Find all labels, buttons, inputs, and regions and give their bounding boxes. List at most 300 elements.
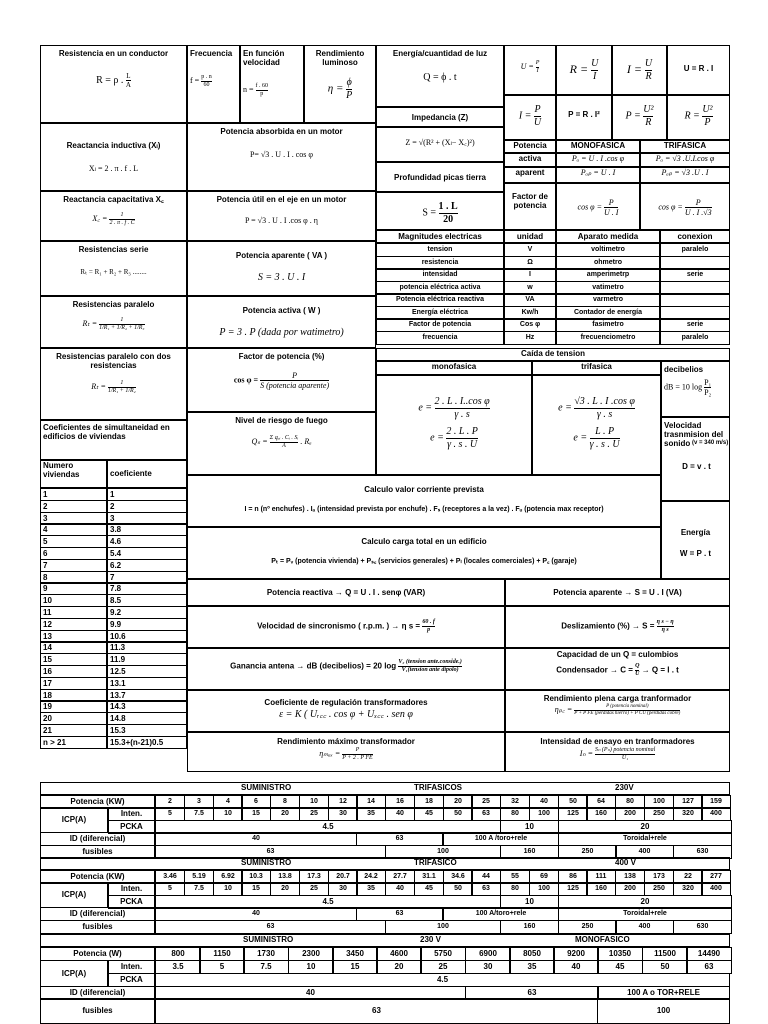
potencia-value: 55: [500, 870, 530, 884]
resistencias-paralelo-dos-title: Resistencias paralelo con dos resistencias: [56, 352, 171, 371]
inten-value: 15: [332, 960, 378, 974]
resistencias-serie-title: Resistencias serie: [78, 245, 149, 254]
fusibles-value: 100: [385, 845, 501, 859]
inten-value: 35: [509, 960, 555, 974]
magnitudes-cell: ohmetro: [556, 256, 660, 270]
regulacion-cell: [187, 690, 505, 732]
coef-row-value: 14.8: [107, 712, 187, 725]
potencia-value: 3450: [332, 947, 378, 961]
reactancia-inductiva-cell: [40, 123, 187, 191]
potencia-label: Potencia (KW): [40, 870, 155, 884]
magnitudes-cell: frecuencia: [376, 331, 504, 345]
magnitudes-cell: vatimetro: [556, 281, 660, 295]
fusibles-value: 100: [597, 998, 730, 1024]
coef-row-value: 7.8: [107, 582, 187, 595]
caida-tri-formulas: e = $\frac{\text{√3 . L . I .cos φ}}{\gamma . s}$ e = $\frac{L . P}{\gamma . s . U}$: [532, 375, 661, 475]
inten-value: 25: [420, 960, 466, 974]
magnitudes-cell: varmetro: [556, 293, 660, 307]
table2-suministro: SUMINISTRO: [241, 858, 292, 867]
pcka-value: 10: [500, 895, 559, 909]
potencia-value: 4600: [376, 947, 422, 961]
coef-row-value: 3: [107, 512, 187, 525]
regulacion-formula: ε = K ( Uᵣ꜀꜀ . cos φ + Uₓ꜀꜀ . sen φ: [279, 709, 413, 721]
magnitudes-cell: Potencia eléctrica reactiva: [376, 293, 504, 307]
inten-value: 30: [328, 882, 358, 896]
id-value: 100 A/toro+rele: [443, 907, 559, 921]
coef-row-value: 8.5: [107, 594, 187, 607]
potencia-table-tri: TRIFASICA: [640, 140, 730, 153]
potencia-value: 1150: [199, 947, 245, 961]
ohm-p-ur: P = $\frac{\text{U²}}{R}$: [612, 95, 667, 140]
potencia-value: 13.8: [270, 870, 300, 884]
inten-value: 63: [686, 960, 732, 974]
inten-value: 50: [642, 960, 688, 974]
icp-label: ICP(A): [40, 882, 108, 908]
velocidad-formula: n = $\frac{f . 60}{p}$: [243, 83, 269, 98]
capacidad-line1: Capacidad de un Q = culombios: [556, 650, 679, 659]
inten-value: 10: [213, 807, 243, 821]
potencia-util-title: Potencia útil en el eje en un motor: [216, 195, 347, 204]
potencia-value: 80: [615, 795, 645, 809]
magnitudes-cell: Energía eléctrica: [376, 306, 504, 320]
potencia-value: 138: [615, 870, 645, 884]
pcka-label: PCKA: [108, 820, 155, 834]
factor-potencia-formula: cos φ = $\frac{P}{\text{S (potencia aparente)}}$: [233, 371, 330, 391]
magnitudes-cell: Ω: [504, 256, 556, 270]
potencia-value: 8050: [509, 947, 555, 961]
magnitudes-cell: Hz: [504, 331, 556, 345]
magnitudes-cell: paralelo: [660, 243, 730, 257]
coef-row-n: 10: [40, 594, 107, 607]
coef-row-value: 11.9: [107, 653, 187, 666]
coef-row-value: 11.3: [107, 641, 187, 654]
potencia-value: 4: [213, 795, 243, 809]
magnitudes-cell: [660, 293, 730, 307]
magnitudes-cell: VA: [504, 293, 556, 307]
pcka-value: 20: [558, 820, 732, 834]
riesgo-fuego-title: Nivel de riesgo de fuego: [235, 416, 328, 425]
rend-plena-cell: [505, 690, 730, 732]
magnitudes-cell: serie: [660, 318, 730, 332]
resistencias-paralelo-formula: Rₜ = $\frac{1}{\text{1/R₁ + 1/R₂ + 1/R₃}}$: [82, 317, 145, 332]
potencia-value: 6.92: [213, 870, 243, 884]
regulacion-title: Coeficiente de regulación transformadores: [264, 698, 428, 707]
potencia-value: 17.3: [299, 870, 329, 884]
id-value: 63: [356, 832, 443, 846]
inten-value: 30: [465, 960, 511, 974]
resistencias-paralelo-title: Resistencias paralelo: [72, 300, 155, 309]
potencia-value: 32: [500, 795, 530, 809]
potencia-value: 10350: [597, 947, 643, 961]
potencia-value: 16: [385, 795, 415, 809]
inten-value: 45: [414, 807, 444, 821]
coef-row-n: 18: [40, 689, 107, 702]
inten-value: 25: [299, 882, 329, 896]
ohm-i-ur: I = $\frac{U}{R}$: [612, 45, 667, 95]
icp-label: ICP(A): [40, 807, 108, 833]
reactancia-capacitiva-cell: [40, 191, 187, 241]
energia-cell: [661, 501, 730, 579]
magnitudes-cell: serie: [660, 268, 730, 282]
coef-row-n: 20: [40, 712, 107, 725]
potencia-value: 100: [644, 795, 674, 809]
coef-row-n: 2: [40, 500, 107, 513]
inten-value: 200: [615, 882, 645, 896]
inten-label: Inten.: [108, 807, 155, 821]
profundidad-title: Profundidad picas tierra: [376, 162, 504, 192]
table1-suministro: SUMINISTRO: [241, 783, 292, 792]
inten-value: 10: [288, 960, 334, 974]
energia-formula: W = P . t: [679, 549, 712, 559]
rendimiento-luminoso-title: Rendimiento luminoso: [315, 49, 365, 68]
pcka-value: 4.5: [155, 820, 501, 834]
potencia-value: 10.3: [241, 870, 271, 884]
inten-value: 250: [644, 807, 674, 821]
fusibles-value: 400: [615, 920, 674, 934]
potencia-activa-label: activa: [504, 153, 556, 167]
energia-luz-cell: [376, 45, 504, 107]
inten-value: 10: [213, 882, 243, 896]
simultaneidad-title: Coeficientes de simultaneidad en edificios de viviendas: [40, 420, 187, 460]
id-value: 40: [155, 907, 357, 921]
potencia-aparent-label: aparent: [504, 167, 556, 183]
rendimiento-luminoso-formula: η = $\frac{\phi}{P}$: [327, 77, 353, 101]
ohm-r-ui: R = $\frac{U}{I}$: [556, 45, 612, 95]
id-value: Toroidal+rele: [558, 832, 732, 846]
potencia-value: 44: [471, 870, 501, 884]
coef-row-n: 3: [40, 512, 107, 525]
magnitudes-cell: V: [504, 243, 556, 257]
magnitudes-cell: resistencia: [376, 256, 504, 270]
coef-row-n: 21: [40, 724, 107, 737]
potencia-value: 24.2: [356, 870, 386, 884]
inten-value: 45: [597, 960, 643, 974]
icp-label: ICP(A): [40, 960, 108, 987]
caida-tension-title: Caída de tension: [376, 348, 730, 361]
id-value: 100 A o TOR+RELE: [597, 986, 730, 1000]
coef-row-value: 6.2: [107, 559, 187, 572]
potencia-value: 11500: [642, 947, 688, 961]
potencia-value: 50: [558, 795, 588, 809]
pcka-value: 4.5: [155, 973, 730, 987]
inten-value: 100: [529, 882, 559, 896]
id-label: ID (diferencial): [40, 907, 155, 921]
potencia-activa-cell: [187, 296, 376, 348]
inten-value: 63: [471, 807, 501, 821]
resistencias-paralelo-dos-formula: Rₜ = $\frac{1}{\text{1/R₁ + 1/R₂}}$: [91, 380, 136, 395]
ohm-p-ri: P = R . I²: [556, 95, 612, 140]
potencia-value: 40: [529, 795, 559, 809]
impedancia-title: Impedancia (Z): [376, 107, 504, 127]
fusibles-value: 250: [558, 920, 617, 934]
table2-fase: TRIFASICO: [414, 858, 457, 867]
fusibles-value: 160: [500, 920, 559, 934]
potencia-label: Potencia (KW): [40, 795, 155, 809]
potencia-value: 20.7: [328, 870, 358, 884]
potencia-value: 64: [586, 795, 616, 809]
inten-value: 35: [356, 807, 386, 821]
inten-value: 100: [529, 807, 559, 821]
capacidad-line2: Condensador → C = $\frac{Q}{U}$ → Q = I . t: [556, 663, 679, 678]
potencia-value: 8: [270, 795, 300, 809]
inten-label: Inten.: [108, 882, 155, 896]
coef-row-value: 15.3+(n-21)0.5: [107, 736, 187, 749]
potencia-util-formula: P = √3 . U . I .cos φ . η: [245, 216, 318, 226]
coef-row-value: 13.1: [107, 677, 187, 690]
inten-value: 20: [270, 882, 300, 896]
velocidad-sonido-cell: [661, 417, 730, 501]
magnitudes-cell: Contador de energía: [556, 306, 660, 320]
potencia-aparente-formula: S = 3 . U . I: [257, 272, 306, 284]
fusibles-label: fusibles: [40, 920, 155, 934]
velocidad-sonido-formula: D = v . t: [682, 462, 711, 472]
energia-luz-title: Energía/cuantidad de luz: [392, 49, 488, 58]
pcka-value: 4.5: [155, 895, 501, 909]
potencia-value: 69: [529, 870, 559, 884]
corriente-prevista-formula: I = n (nº enchufes) . Iₐ (intensidad prevista por enchufe) . Fₛ (receptores a la vez) . Fᵤ (potencia max receptor): [244, 506, 604, 514]
potencia-value: 12: [328, 795, 358, 809]
id-value: 40: [155, 832, 357, 846]
potencia-label: Potencia (W): [40, 947, 155, 961]
inten-value: 400: [701, 807, 731, 821]
id-value: Toroidal+rele: [558, 907, 732, 921]
rend-maximo-cell: [187, 732, 505, 772]
potencia-value: 6900: [465, 947, 511, 961]
inten-value: 7.5: [184, 882, 214, 896]
potencia-value: 3: [184, 795, 214, 809]
velocidad-cell: [240, 45, 304, 123]
coef-row-n: 13: [40, 630, 107, 643]
inten-value: 40: [385, 807, 415, 821]
potencia-value: 9200: [553, 947, 599, 961]
pcka-label: PCKA: [108, 973, 155, 987]
potencia-aparente-cell: [187, 241, 376, 296]
magnitudes-cell: potencia eléctrica activa: [376, 281, 504, 295]
inten-value: 25: [299, 807, 329, 821]
fusibles-label: fusibles: [40, 998, 155, 1024]
id-label: ID (diferencial): [40, 832, 155, 846]
factor-potencia-small-title: Factor de potencia: [504, 183, 556, 230]
inten-value: 50: [443, 882, 473, 896]
ohm-r-up: R = $\frac{\text{U²}}{P}$: [667, 95, 730, 140]
coef-row-value: 5.4: [107, 547, 187, 560]
coef-row-n: 6: [40, 547, 107, 560]
intensidad-ensayo-formula: Iₙ = $\frac{\text{Sₙ (Pₙ) potencia nominal}}{\text{U₁}}$: [579, 747, 656, 762]
energia-luz-formula: Q = ϕ . t: [423, 72, 457, 84]
potencia-value: 10: [299, 795, 329, 809]
carga-edificio-formula: Pₜ = Pᵥ (potencia vivienda) + Pₛ꜀ (servicios generales) + Pₗ (locales comerciales) + P꜀ (garaje): [271, 558, 577, 566]
coef-row-value: 2: [107, 500, 187, 513]
inten-value: 5: [155, 807, 185, 821]
magnitudes-cell: fasimetro: [556, 318, 660, 332]
potencia-value: 3.46: [155, 870, 185, 884]
coef-row-value: 14.3: [107, 700, 187, 713]
caida-mono-label: monofasica: [376, 361, 532, 375]
factor-potencia-cell: [187, 348, 376, 412]
coef-row-n: 5: [40, 535, 107, 548]
resistencias-serie-cell: [40, 241, 187, 296]
corriente-prevista-title: Calculo valor corriente prevista: [364, 485, 484, 494]
coef-row-n: 16: [40, 665, 107, 678]
reactancia-capacitiva-title: Reactancia capacitativa X꜀: [63, 195, 164, 204]
potencia-value: 86: [558, 870, 588, 884]
fusibles-value: 630: [673, 920, 732, 934]
magnitudes-cell: Kw/h: [504, 306, 556, 320]
coef-row-n: 9: [40, 582, 107, 595]
factor-potencia-title: Factor de potencia (%): [238, 352, 325, 361]
magnitudes-cell: Cos φ: [504, 318, 556, 332]
inten-value: 400: [701, 882, 731, 896]
potencia-value: 25: [471, 795, 501, 809]
coef-row-value: 15.3: [107, 724, 187, 737]
magnitudes-cell: frecuenciometro: [556, 331, 660, 345]
magnitudes-cell: voltimetro: [556, 243, 660, 257]
potencia-value: 27.7: [385, 870, 415, 884]
reactancia-inductiva-title: Reactancia inductiva (Xₗ): [66, 141, 161, 150]
decibelios-formula: dB = 10 log $\frac{\text{P₁}}{\text{P₂}}$: [664, 378, 712, 398]
fusibles-value: 100: [385, 920, 501, 934]
decibelios-cell: [661, 361, 730, 417]
corriente-prevista-cell: [187, 475, 661, 527]
coef-row-value: 9.9: [107, 618, 187, 631]
frecuencia-formula: f = $\frac{p . n}{60}$: [190, 74, 212, 89]
potencia-motor-formula: P= √3 . U . I . cos φ: [249, 150, 314, 160]
potencia-value: 5750: [420, 947, 466, 961]
inten-value: 3.5: [155, 960, 201, 974]
carga-edificio-cell: [187, 527, 661, 579]
potencia-value: 20: [443, 795, 473, 809]
magnitudes-cell: amperimetrp: [556, 268, 660, 282]
fusibles-value: 63: [155, 998, 598, 1024]
fusibles-value: 250: [558, 845, 617, 859]
resistencias-paralelo-cell: [40, 296, 187, 348]
potencia-activa-tri: Pₐ = √3 .U.I.cos φ: [640, 153, 730, 167]
potencia-util-cell: [187, 191, 376, 241]
inten-value: 125: [558, 882, 588, 896]
inten-value: 15: [241, 882, 271, 896]
coef-row-n: 12: [40, 618, 107, 631]
id-label: ID (diferencial): [40, 986, 155, 1000]
inten-value: 7.5: [184, 807, 214, 821]
potencia-value: 277: [701, 870, 731, 884]
inten-value: 30: [328, 807, 358, 821]
coef-row-value: 7: [107, 571, 187, 584]
inten-value: 20: [376, 960, 422, 974]
potencia-aparent-tri: Pₐₚ = √3 .U . I: [640, 167, 730, 183]
magnitudes-cell: I: [504, 268, 556, 282]
inten-value: 40: [553, 960, 599, 974]
potencia-aparente2-cell: Potencia aparente → S = U . I (VA): [505, 579, 730, 606]
id-value: 40: [155, 986, 466, 1000]
potencia-value: 2: [155, 795, 185, 809]
inten-value: 160: [586, 807, 616, 821]
rend-plena-formula: ηₚ꜀ = $\frac{\text{P (potencia nominal)}}{\text{P + P FE (perdidas hierro) + P CU (perdidas cobre)}}$: [554, 704, 681, 716]
profundidad-formula: S = $\frac{1 . L}{20}$: [376, 192, 504, 230]
intensidad-ensayo-cell: [505, 732, 730, 772]
coef-row-value: 1: [107, 488, 187, 501]
potencia-value: 18: [414, 795, 444, 809]
potencia-value: 14: [356, 795, 386, 809]
riesgo-fuego-cell: [187, 412, 376, 475]
potencia-value: 800: [155, 947, 201, 961]
coef-header: Numero viviendas: [40, 460, 107, 488]
coef-row-value: 4.6: [107, 535, 187, 548]
pcka-value: 10: [500, 820, 559, 834]
sincronismo-cell: Velocidad de sincronismo ( r.p.m. ) → η s = $\frac{60 . f}{p}$: [187, 606, 505, 648]
potencia-value: 22: [673, 870, 703, 884]
impedancia-formula: Z = √(R² + (Xₗ− X꜀)²): [376, 127, 504, 162]
inten-value: 7.5: [243, 960, 289, 974]
id-value: 100 A /toro+rele: [443, 832, 559, 846]
magnitudes-cell: paralelo: [660, 331, 730, 345]
coef-row-n: 19: [40, 700, 107, 713]
coef-row-value: 9.2: [107, 606, 187, 619]
id-value: 63: [356, 907, 443, 921]
potencia-value: 1730: [243, 947, 289, 961]
caida-mono-formulas: e = $\frac{\text{2 . L . I..cos φ}}{\gamma . s}$ e = $\frac{2 . L . P}{\gamma . s . U}$: [376, 375, 532, 475]
potencia-motor-cell: [187, 123, 376, 191]
deslizamiento-cell: Deslizamiento (%) → S = $\frac{\text{η s − η}}{\text{η s}}$: [505, 606, 730, 648]
ohm-i-pu: I = $\frac{P}{U}$: [504, 95, 556, 140]
inten-label: Inten.: [108, 960, 155, 974]
pcka-label: PCKA: [108, 895, 155, 909]
coef-row-value: 13.7: [107, 689, 187, 702]
inten-value: 35: [356, 882, 386, 896]
table1-fase: TRIFASICOS: [414, 783, 463, 792]
rend-maximo-title: Rendimiento máximo transformador: [277, 737, 415, 746]
energia-title: Energía: [680, 528, 711, 537]
resistencia-conductor-title: Resistencia en un conductor: [58, 49, 169, 58]
table2-volt: 400 V: [615, 858, 636, 867]
fusibles-value: 630: [673, 845, 732, 859]
velocidad-title: En función velocidad: [243, 49, 285, 68]
potencia-value: 173: [644, 870, 674, 884]
magnitudes-header: Magnitudes electricas: [376, 230, 504, 243]
coef-row-n: n > 21: [40, 736, 107, 749]
coef-row-n: 17: [40, 677, 107, 690]
potencia-value: 14490: [686, 947, 732, 961]
inten-value: 125: [558, 807, 588, 821]
magnitudes-cell: tension: [376, 243, 504, 257]
potencia-value: 5.19: [184, 870, 214, 884]
fusibles-value: 160: [500, 845, 559, 859]
capacidad-cell: [505, 648, 730, 690]
potencia-value: 2300: [288, 947, 334, 961]
rend-maximo-formula: ηₘₐₓ = $\frac{P}{\text{P + 2 . P FE}}$: [319, 747, 373, 762]
factor-potencia-mono: cos φ = $\frac{P}{U . I}$: [556, 183, 640, 230]
intensidad-ensayo-title: Intensidad de ensayo en tranformadores: [540, 737, 695, 746]
table3-fase: MONOFASICO: [575, 935, 630, 944]
potencia-reactiva-cell: Potencia reactiva → Q = U . I . senφ (VAR): [187, 579, 505, 606]
reactancia-inductiva-formula: Xₗ = 2 . π . f . L: [88, 164, 139, 174]
resistencia-conductor-formula: R = ρ . $\frac{L}{A}$: [96, 72, 131, 90]
magnitudes-header: conexion: [660, 230, 730, 243]
potencia-activa-title: Potencia activa ( W ): [242, 306, 321, 315]
coef-row-n: 7: [40, 559, 107, 572]
rendimiento-luminoso-cell: [304, 45, 376, 123]
fusibles-value: 63: [155, 920, 386, 934]
rend-plena-title: Rendimiento plena carga tranformador: [543, 694, 692, 703]
magnitudes-header: unidad: [504, 230, 556, 243]
magnitudes-cell: w: [504, 281, 556, 295]
potencia-activa-mono: Pₐ = U . I .cos φ: [556, 153, 640, 167]
potencia-value: 159: [701, 795, 731, 809]
inten-value: 63: [471, 882, 501, 896]
coef-header: coeficiente: [107, 460, 187, 488]
resistencia-conductor-cell: [40, 45, 187, 123]
coef-row-value: 12.5: [107, 665, 187, 678]
potencia-value: 6: [241, 795, 271, 809]
